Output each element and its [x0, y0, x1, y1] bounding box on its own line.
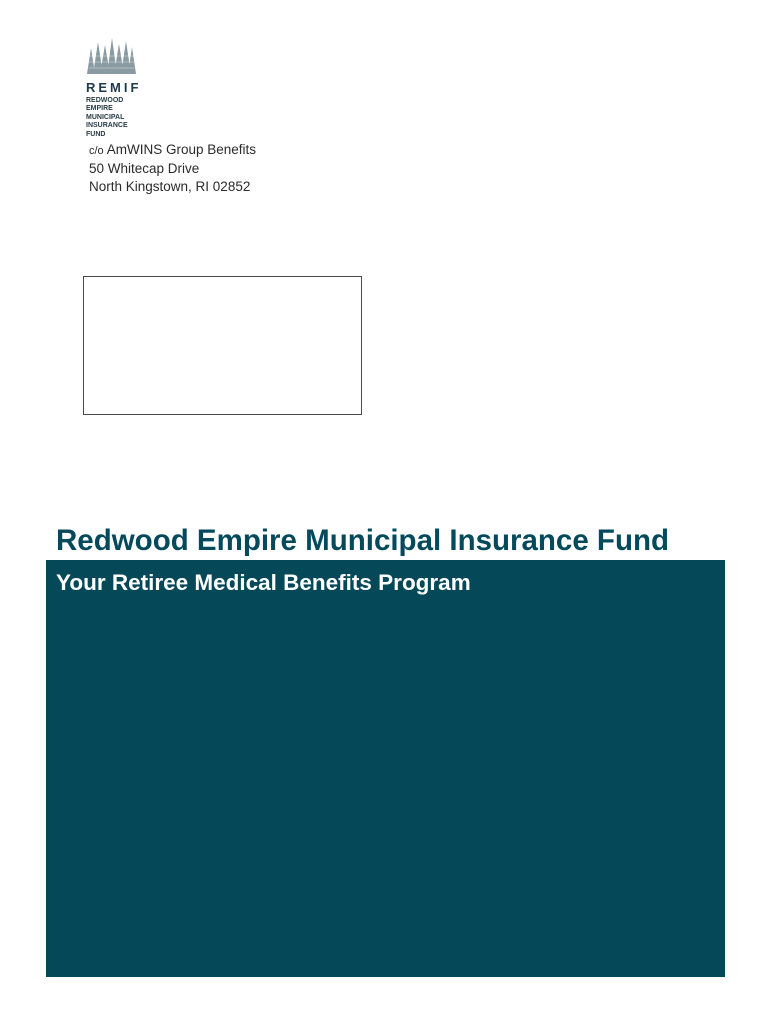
address-line-3: North Kingstown, RI 02852 — [89, 179, 251, 194]
page-subtitle: Your Retiree Medical Benefits Program — [56, 570, 471, 595]
logo-name-line: EMPIRE — [86, 105, 113, 113]
mailing-address-window — [83, 276, 362, 415]
address-company: AmWINS Group Benefits — [106, 142, 257, 157]
logo-name-line: MUNICIPAL — [86, 113, 125, 121]
address-line-2: 50 Whitecap Drive — [89, 161, 200, 176]
care-of-label: c/o — [89, 145, 104, 157]
logo-name-line: FUND — [86, 130, 106, 138]
logo-name-line: REDWOOD — [86, 97, 124, 104]
cover-panel — [46, 560, 725, 977]
address-line-1 — [89, 141, 256, 160]
logo-wordmark: REMIF — [86, 80, 142, 95]
logo-name-line: INSURANCE — [86, 122, 128, 130]
redwood-trees-icon — [86, 36, 136, 76]
remif-logo — [86, 36, 206, 139]
return-address — [89, 141, 256, 196]
logo-fund-name — [86, 97, 166, 139]
page-title: Redwood Empire Municipal Insurance Fund — [56, 524, 670, 557]
